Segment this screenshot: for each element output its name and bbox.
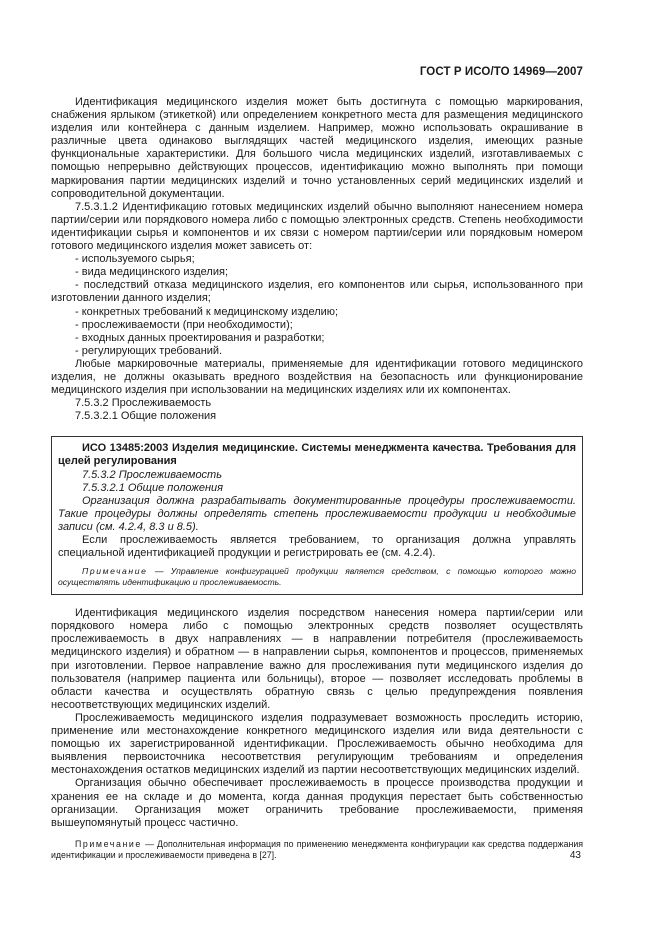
list-item: - последствий отказа медицинского изделия, его компонентов или сырья, использованного при изготовлении данного изделия;: [51, 279, 583, 305]
footnote-label: Примечание: [75, 838, 142, 849]
box-paragraph: Если прослеживаемость является требованием, то организация должна управлять специальной идентификацией продукции и регистрировать ее (см. 4.2.4).: [58, 534, 576, 560]
box-note: [58, 566, 576, 588]
section-heading: 7.5.3.2 Прослеживаемость: [75, 397, 212, 410]
box-italic-paragraph: Организация должна разрабатывать документированные процедуры прослеживаемости. Такие процедуры должны определять степень прослеживаемости продукции и необходимые записи (см. 4.2.4, 8.3 и 8.5).: [58, 494, 576, 533]
list-item: - прослеживаемости (при необходимости);: [75, 318, 293, 331]
footnote-text: — Дополнительная информация по применению менеджмента конфигурации как средства поддержания идентификации и прослеживаемости приведена в [27].: [51, 838, 583, 860]
page-body: [51, 96, 583, 861]
list-item: - вида медицинского изделия;: [75, 266, 229, 279]
document-code-header: ГОСТ Р ИСО/ТО 14969—2007: [419, 66, 583, 78]
list-item: - входных данных проектирования и разработки;: [75, 331, 325, 344]
box-title: ИСО 13485:2003 Изделия медицинские. Системы менеджмента качества. Требования для целей регулирования: [58, 442, 576, 468]
box-note-text: — Управление конфигурацией продукции является средством, с помощью которого можно осуществлять идентификацию и прослеживаемость.: [58, 566, 576, 588]
quoted-standard-box: [51, 436, 583, 595]
box-section-heading: 7.5.3.2 Прослеживаемость: [82, 468, 223, 481]
paragraph: 7.5.3.1.2 Идентификацию готовых медицинских изделий обычно выполняют нанесением номера партии/серии или порядкового номера либо с помощью электронных средств. Степень необходимости идентификации сырья и компонентов и их связи с номером партии/серии или порядковым номером готового медицинского изделия может зависеть от:: [51, 200, 583, 253]
list-item: - регулирующих требований.: [75, 344, 223, 357]
page-number: 43: [569, 850, 581, 861]
paragraph: Организация обычно обеспечивает прослеживаемость в процессе производства продукции и хранения ее на складе и до момента, когда данная продукция перестает быть собственностью организации. Организация может ограничить требование прослеживаемости, применяя вышеупомянутый процесс частично.: [51, 777, 583, 829]
box-subsection-heading: 7.5.3.2.1 Общие положения: [82, 481, 224, 494]
paragraph: Прослеживаемость медицинского изделия подразумевает возможность проследить историю, применение или местонахождение конкретного медицинского изделия или вида деятельности с помощью их зарегистрированной идентификации. Прослеживаемость обычно необходима для выявления первоисточника несоответствия регулирующим требованиям и определения местонахождения остатков медицинских изделий из партии несоответствующих медицинских изделий.: [51, 711, 583, 777]
paragraph: Идентификация медицинского изделия посредством нанесения номера партии/серии или порядкового номера либо с помощью электронных средств позволяет осуществлять прослеживаемость в двух направлениях — в направлении потребителя (прослеживаемость медицинского изделия) и обратном — в направлении сырья, компонентов и процессов, применяемых при изготовлении. Первое направление важно для прослеживания пути медицинского изделия до пользователя (например пациента или больницы), второе — позволяет исследовать проблемы в области качества и осуществлять обратную связь с целью предупреждения появления несоответствующих медицинских изделий.: [51, 607, 583, 711]
box-note-label: Примечание: [82, 566, 148, 577]
list-item: - конкретных требований к медицинскому изделию;: [75, 305, 339, 318]
footnote: [51, 839, 583, 861]
list-item: - используемого сырья;: [75, 253, 195, 266]
subsection-heading: 7.5.3.2.1 Общие положения: [75, 410, 217, 423]
paragraph: Любые маркировочные материалы, применяемые для идентификации готового медицинского изделия, не должны оказывать вредного воздействия на безопасность или функционирование медицинского изделия при использовании на медицинских изделиях или их компонентах.: [51, 357, 583, 397]
paragraph: Идентификация медицинского изделия может быть достигнута с помощью маркирования, снабжения ярлыком (этикеткой) или определением конкретного места для размещения медицинского изделия или контейнера с данным изделием. Например, можно использовать окрашивание в различные цвета одинаково выглядящих частей медицинского изделия, имеющих разные функциональные характеристики. Для большого числа медицинских изделий, изготавливаемых с помощью непрерывно действующих процессов, идентификацию можно выполнять при помощи маркирования партии медицинских изделий и точно установленных серий медицинских изделий и сопроводительной документации.: [51, 96, 583, 200]
